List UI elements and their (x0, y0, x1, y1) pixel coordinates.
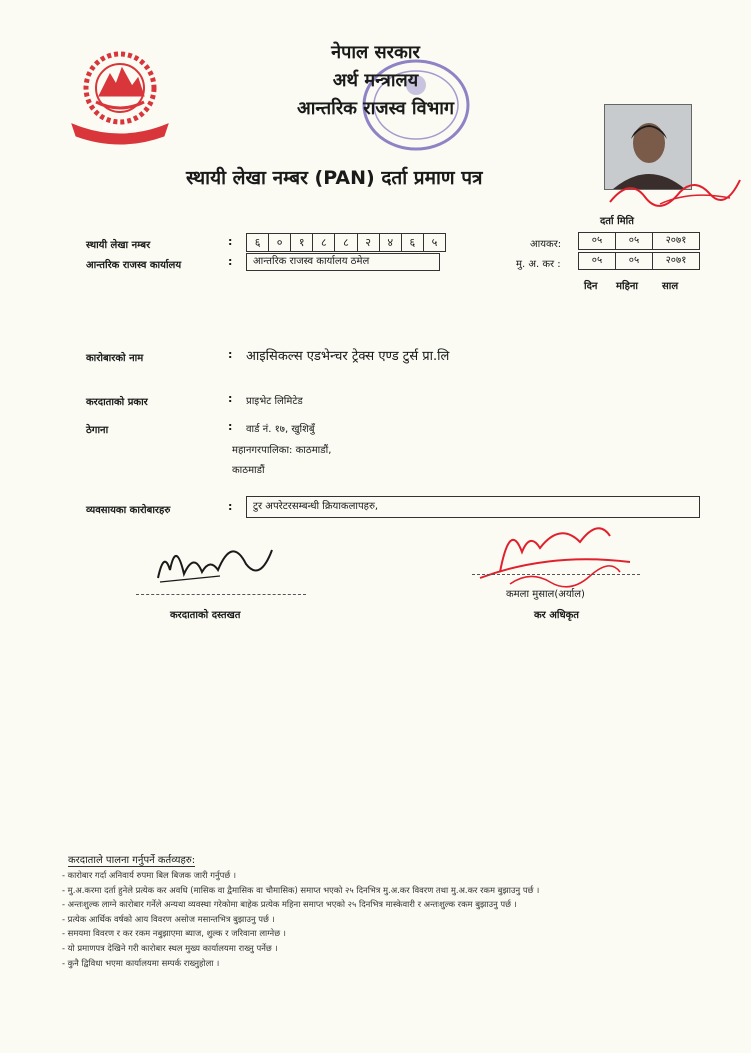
note-item: - कारोबार गर्दा अनिवार्य रुपमा बिल बिजक जारी गर्नुपर्छ । (62, 870, 237, 880)
date-col-day: दिन (584, 281, 598, 292)
officer-title: कर अधिकृत (534, 610, 580, 621)
pan-number-box (246, 233, 446, 252)
taxpayer-type-value: प्राइभेट लिमिटेड (246, 396, 303, 407)
pan-label: स्थायी लेखा नम्बर (86, 240, 151, 251)
note-item: - अन्तःशुल्क लाग्ने कारोबार गर्नेले अन्यथा व्यवस्था गरेकोमा बाहेक प्रत्येक महिना समाप्त भएको २५ दिनभित्र मास्केवारी र अन्तःशुल्क रकम बुझाउनु पर्छ । (62, 899, 517, 910)
notes-list (62, 868, 748, 970)
note-item: - मु.अ.करमा दर्ता हुनेले प्रत्येक कर अवधि (मासिक वा द्वैमासिक वा चौमासिक) समाप्त भएको २५ दिनभित्र मु.अ.कर विवरण तथा मु.अ.कर रकम बुझाउनु पर्छ । (62, 884, 540, 895)
note-item: - यो प्रमाणपत्र देखिने गरी कारोबार स्थल मुख्य कार्यालयमा राख्नु पर्नेछ । (62, 942, 278, 953)
date-col-year: साल (662, 281, 679, 292)
address-line-1: वार्ड नं. १७, खुशिबुँ (246, 424, 315, 435)
address-line-2: महानगरपालिका: काठमाडौं, (232, 445, 332, 456)
emblem-banner-text: नेपाल सरकार (102, 124, 138, 132)
business-name-value: आइसिकल्स एडभेन्चर ट्रेक्स एण्ड टुर्स प्रा.लि (246, 349, 450, 364)
pan-digit: १ (291, 234, 313, 251)
business-name-label: कारोबारको नाम (86, 353, 144, 364)
pan-digit: ५ (431, 236, 438, 249)
pan-digit: ८ (313, 234, 335, 251)
office-value: आन्तरिक राजस्व कार्यालय ठमेल (246, 253, 440, 271)
income-tax-day: ०५ (579, 233, 616, 249)
taxpayer-signature-icon (150, 530, 280, 590)
pan-digit: ६ (247, 234, 269, 251)
office-label: आन्तरिक राजस्व कार्यालय (86, 260, 182, 271)
header-department: आन्तरिक राजस्व विभाग (296, 98, 455, 119)
taxpayer-signature-label: करदाताको दस्तखत (170, 610, 241, 621)
pan-digit: २ (358, 234, 380, 251)
address-label: ठेगाना (86, 425, 109, 436)
page-title: स्थायी लेखा नम्बर (PAN) दर्ता प्रमाण पत्र (186, 167, 483, 189)
note-item: - प्रत्येक आर्थिक वर्षको आय विवरण असोज मसान्तभित्र बुझाउनु पर्छ । (62, 913, 275, 924)
address-line-3: काठमाडौं (232, 465, 265, 476)
photo-signature-icon (600, 172, 750, 212)
activity-label: व्यवसायका कारोबारहरु (86, 505, 171, 516)
pan-digit: ० (269, 234, 291, 251)
pan-digit: ८ (335, 234, 357, 251)
date-col-month: महिना (616, 281, 639, 292)
income-tax-date (578, 232, 700, 250)
pan-digit: ४ (380, 234, 402, 251)
activity-value: टुर अपरेटरसम्बन्धी क्रियाकलापहरु, (246, 496, 700, 518)
taxpayer-type-label: करदाताको प्रकार (86, 397, 148, 408)
vat-month: ०५ (616, 253, 653, 269)
notes-heading: करदाताले पालना गर्नुपर्ने कर्तव्यहरु: (68, 852, 195, 867)
date-heading: दर्ता मिति (600, 216, 634, 227)
officer-name: कमला मुसाल(अर्याल) (506, 589, 585, 600)
income-tax-month: ०५ (616, 233, 653, 249)
income-tax-label: आयकर: (530, 239, 562, 250)
note-item: - समयमा विवरण र कर रकम नबुझाएमा ब्याज, शुल्क र जरिवाना लाग्नेछ । (62, 928, 286, 939)
vat-date (578, 252, 700, 270)
vat-day: ०५ (579, 253, 616, 269)
header-govt: नेपाल सरकार (331, 42, 420, 63)
header-ministry: अर्थ मन्त्रालय (332, 70, 419, 91)
income-tax-year: २०७१ (665, 235, 687, 246)
note-item: - कुनै द्विविधा भएमा कार्यालयमा सम्पर्क राख्नुहोला । (62, 957, 220, 968)
vat-label: मु. अ. कर : (516, 259, 561, 270)
vat-year: २०७१ (665, 255, 687, 266)
pan-digit: ६ (402, 234, 424, 251)
